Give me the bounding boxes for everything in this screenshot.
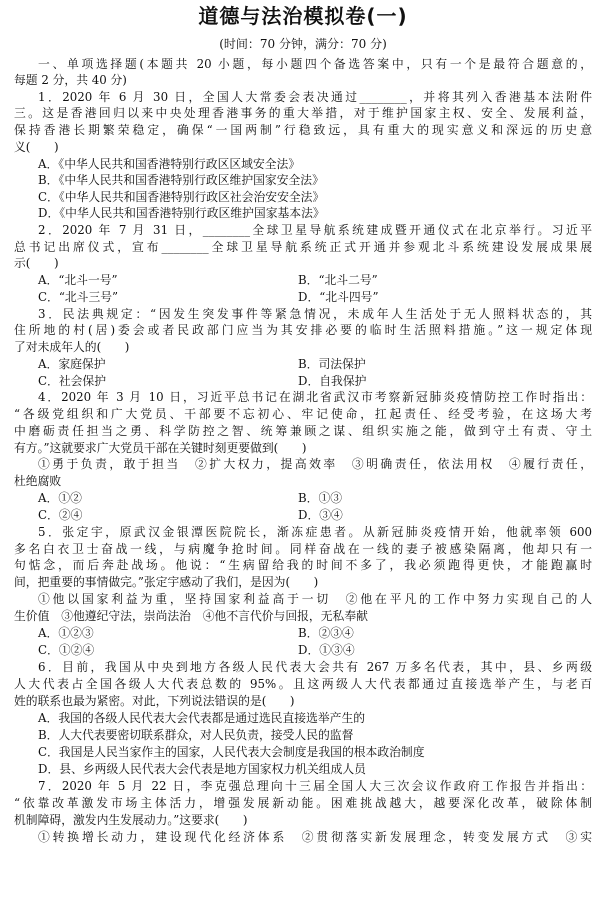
question-7-text: “依靠改革激发市场主体活力，增强发展新动能。困难挑战越大，越要深化改革，破除体制 [14, 796, 592, 810]
question-5-option-b: B．②③④ [298, 626, 354, 640]
question-3-text: 3．民法典规定：“因发生突发事件等紧急情况，未成年人生活处于无人照料状态的，其 [38, 307, 592, 321]
question-7-text: 7．2020 年 5 月 22 日，李克强总理向十三届全国人大三次会议作政府工作报告并指出： [38, 779, 592, 793]
question-5-text: 间，把重要的事情做完。”张定宇感动了我们，是因为( ) [14, 575, 319, 589]
section-instruction-line: 每题 2 分，共 40 分) [14, 73, 127, 87]
question-6-option-d: D．县、乡两级人民代表大会代表是地方国家权力机关组成人员 [38, 762, 366, 776]
page-title: 道德与法治模拟卷(一) [198, 4, 408, 28]
question-2-option-c: C．“北斗三号” [38, 290, 119, 304]
question-4-text: “各级党组织和广大党员、干部要不忘初心、牢记使命，扛起责任、经受考验，在这场大考 [14, 407, 592, 421]
question-4-option-d: D．③④ [298, 508, 343, 522]
question-5-text: 句惦念，而后奔赴战场。他说：“生病留给我的时间不多了，我必须跑得更快，才能跑赢时 [14, 558, 592, 572]
question-4-statements: ①勇于负责，敢于担当 ②扩大权力，提高效率 ③明确责任，依法用权 ④履行责任， [38, 457, 592, 471]
question-3-text: 了对未成年人的( ) [14, 340, 130, 354]
question-1-option-b: B．《中华人民共和国香港特别行政区维护国家安全法》 [38, 173, 324, 187]
question-4-option-c: C．②④ [38, 508, 83, 522]
question-2-option-b: B．“北斗二号” [298, 273, 378, 287]
question-5-statements: ①他以国家利益为重，坚持国家利益高于一切 ②他在平凡的工作中努力实现自己的人 [38, 592, 592, 606]
question-6-option-a: A．我国的各级人民代表大会代表都是通过选民直接选举产生的 [38, 711, 366, 725]
exam-time-score: (时间：70 分钟，满分：70 分) [219, 37, 387, 51]
question-1-text: 1．2020 年 6 月 30 日，全国人大常委会表决通过________，并将其列入香港基本法附件 [38, 90, 592, 104]
question-5-option-a: A．①②③ [38, 626, 94, 640]
question-7-text: 机制障碍，激发内生发展动力。”这要求( ) [14, 813, 248, 827]
question-3-option-b: B．司法保护 [298, 357, 366, 371]
question-2-text: 2．2020 年 7 月 31 日，________全球卫星导航系统建成暨开通仪式在北京举行。习近平 [38, 223, 592, 237]
question-4-statements: 杜绝腐败 [14, 474, 62, 488]
question-6-text: 姓的联系也最为紧密。对此，下列说法错误的是( ) [14, 694, 295, 708]
question-2-option-a: A．“北斗一号” [38, 273, 118, 287]
question-1-option-c: C．《中华人民共和国香港特别行政区社会治安安全法》 [38, 190, 325, 204]
question-6-option-c: C．我国是人民当家作主的国家，人民代表大会制度是我国的根本政治制度 [38, 745, 425, 759]
question-5-text: 多名白衣卫士奋战一线，与病魔争抢时间。同样奋战在一线的妻子被感染隔离，他却只有一 [14, 542, 592, 556]
question-3-text: 住所地的村(居)委会或者民政部门应当为其安排必要的临时生活照料措施。”这一规定体现 [14, 323, 592, 337]
question-1-text: 三。这是香港回归以来中央处理香港事务的重大举措，对于维护国家主权、安全、发展利益， [14, 106, 592, 120]
question-6-text: 6．目前，我国从中央到地方各级人民代表大会共有 267 万多名代表，其中，县、乡两级 [38, 660, 592, 674]
question-4-option-a: A．①② [38, 491, 82, 505]
question-7-statements: ①转换增长动力，建设现代化经济体系 ②贯彻落实新发展理念，转变发展方式 ③实 [38, 830, 592, 844]
question-5-text: 5．张定宇，原武汉金银潭医院院长，渐冻症患者。从新冠肺炎疫情开始，他就率领 600 [38, 525, 592, 539]
question-1-option-a: A．《中华人民共和国香港特别行政区区域安全法》 [38, 157, 301, 171]
question-1-text: 义( ) [14, 140, 59, 154]
question-5-option-c: C．①②④ [38, 643, 95, 657]
question-2-text: 总书记出席仪式，宣布________全球卫星导航系统正式开通并参观北斗系统建设发展成果展 [14, 240, 592, 254]
question-5-option-d: D．①③④ [298, 643, 355, 657]
question-3-option-c: C．社会保护 [38, 374, 107, 388]
question-1-text: 保持香港长期繁荣稳定，确保“一国两制”行稳致远，具有重大的现实意义和深远的历史意 [14, 123, 592, 137]
question-4-text: 4．2020 年 3 月 10 日，习近平总书记在湖北省武汉市考察新冠肺炎疫情防控工作时指出： [38, 390, 592, 404]
question-3-option-d: D．自我保护 [298, 374, 367, 388]
question-6-option-b: B．人大代表要密切联系群众，对人民负责，接受人民的监督 [38, 728, 354, 742]
question-1-option-d: D．《中华人民共和国香港特别行政区维护国家基本法》 [38, 206, 325, 220]
question-5-statements: 生价值 ③他遵纪守法，崇尚法治 ④他不言代价与回报，无私奉献 [14, 609, 368, 623]
question-4-text: 中磨砺责任担当之勇、科学防控之智、统筹兼顾之谋、组织实施之能，做到守土有责、守土 [14, 424, 592, 438]
question-2-text: 示( ) [14, 256, 59, 270]
question-6-text: 人大代表占全国各级人大代表总数的 95%。且这两级人大代表都通过直接选举产生，与老百 [14, 677, 592, 691]
question-4-text: 有方。”这就要求广大党员干部在关键时刻更要做到( ) [14, 441, 307, 455]
question-4-option-b: B．①③ [298, 491, 343, 505]
question-2-option-d: D．“北斗四号” [298, 290, 379, 304]
question-3-option-a: A．家庭保护 [38, 357, 106, 371]
section-instruction-line: 一、单项选择题(本题共 20 小题，每小题四个备选答案中，只有一个是最符合题意的， [38, 57, 592, 71]
